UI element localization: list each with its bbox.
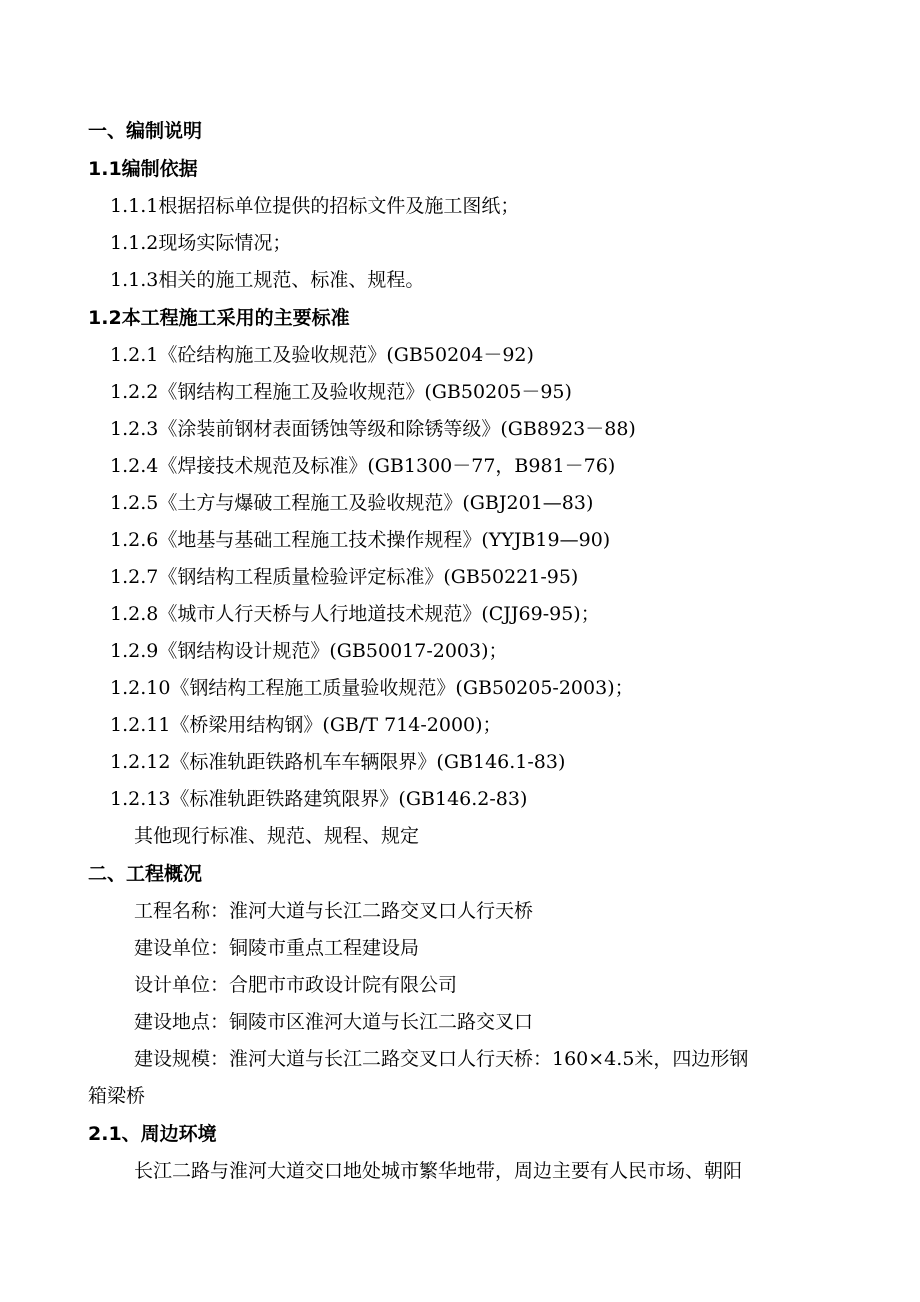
paragraph-text: 建设地点：铜陵市区淮河大道与长江二路交叉口 (134, 1011, 534, 1033)
subsection-heading: 2.1、周边环境 (88, 1123, 217, 1145)
list-item: 1.2.1《砼结构施工及验收规范》(GB50204－92) (110, 344, 534, 366)
paragraph-text: 建设单位：铜陵市重点工程建设局 (134, 937, 420, 959)
list-item: 1.2.5《土方与爆破工程施工及验收规范》(GBJ201—83) (110, 492, 594, 514)
list-item: 1.2.9《钢结构设计规范》(GB50017-2003)； (110, 640, 508, 662)
list-item: 1.2.7《钢结构工程质量检验评定标准》(GB50221-95) (110, 566, 579, 588)
subsection-heading: 1.2本工程施工采用的主要标准 (88, 307, 350, 329)
paragraph-text: 长江二路与淮河大道交口地处城市繁华地带，周边主要有人民市场、朝阳 (134, 1160, 743, 1182)
list-item: 1.2.13《标准轨距铁路建筑限界》(GB146.2-83) (110, 788, 528, 810)
subsection-heading: 1.1编制依据 (88, 158, 198, 180)
list-item: 1.1.1根据招标单位提供的招标文件及施工图纸； (110, 195, 520, 217)
list-item: 1.2.3《涂装前钢材表面锈蚀等级和除锈等级》(GB8923－88) (110, 418, 636, 440)
paragraph-text: 箱梁桥 (88, 1085, 146, 1107)
list-item: 1.2.8《城市人行天桥与人行地道技术规范》(CJJ69-95)； (110, 603, 600, 625)
paragraph-text: 工程名称：淮河大道与长江二路交叉口人行天桥 (134, 900, 534, 922)
list-item: 1.2.11《桥梁用结构钢》(GB/T 714-2000)； (110, 714, 502, 736)
list-item: 1.1.2现场实际情况； (110, 232, 292, 254)
paragraph-text: 建设规模：淮河大道与长江二路交叉口人行天桥：160×4.5米，四边形钢 (134, 1048, 749, 1070)
list-item: 1.1.3相关的施工规范、标准、规程。 (110, 269, 425, 291)
list-item: 1.2.4《焊接技术规范及标准》(GB1300－77，B981－76) (110, 455, 616, 477)
list-item: 1.2.12《标准轨距铁路机车车辆限界》(GB146.1-83) (110, 751, 566, 773)
paragraph-text: 其他现行标准、规范、规程、规定 (134, 825, 420, 847)
paragraph-text: 设计单位：合肥市市政设计院有限公司 (134, 974, 458, 996)
list-item: 1.2.10《钢结构工程施工质量验收规范》(GB50205-2003)； (110, 677, 634, 699)
list-item: 1.2.6《地基与基础工程施工技术操作规程》(YYJB19—90) (110, 529, 611, 551)
section-heading: 二、工程概况 (88, 863, 203, 885)
list-item: 1.2.2《钢结构工程施工及验收规范》(GB50205－95) (110, 381, 572, 403)
section-heading: 一、编制说明 (88, 120, 203, 142)
